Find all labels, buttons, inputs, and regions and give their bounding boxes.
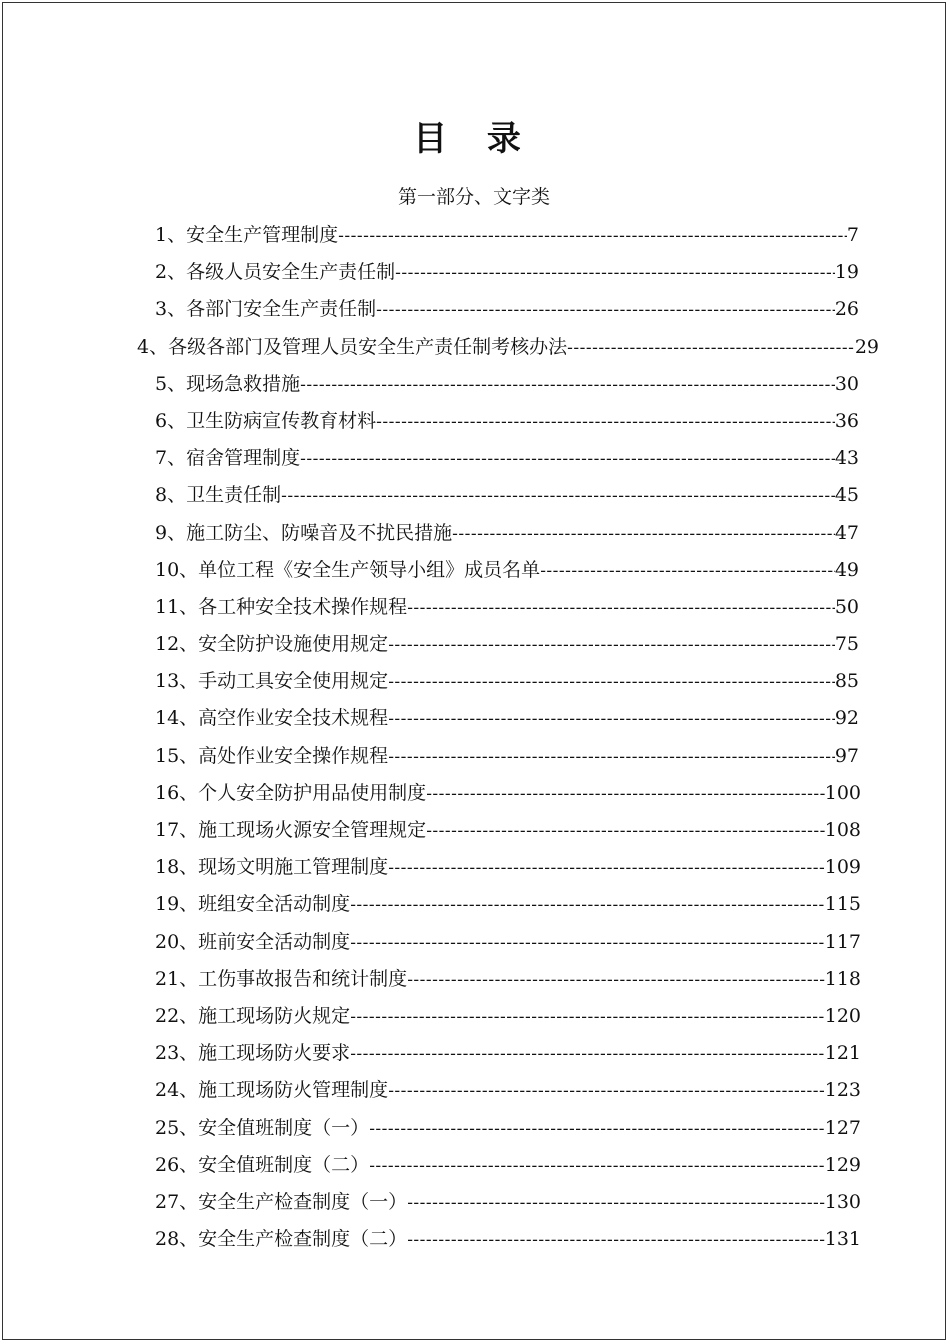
toc-dot-leader: [376, 404, 835, 440]
toc-entry-title: 18、现场文明施工管理制度: [155, 856, 389, 879]
toc-dot-leader: [376, 292, 835, 328]
toc-entry-title: 28、安全生产检查制度（二）: [155, 1228, 408, 1251]
toc-page-number: 100: [824, 781, 861, 804]
toc-dot-leader: [350, 887, 825, 923]
table-of-contents: [3, 217, 945, 1258]
toc-page-number: 117: [824, 930, 861, 953]
toc-entry[interactable]: [3, 552, 945, 589]
toc-entry-title: 1、安全生产管理制度: [155, 224, 339, 246]
toc-page-number: 19: [834, 261, 859, 284]
toc-entry[interactable]: [3, 924, 945, 961]
toc-entry-title: 22、施工现场防火规定: [155, 1004, 351, 1027]
toc-dot-leader: [369, 1111, 825, 1147]
toc-dot-leader: [426, 776, 825, 812]
toc-entry[interactable]: [3, 1110, 945, 1147]
toc-entry[interactable]: [3, 998, 945, 1035]
page-title: 目 录: [413, 119, 535, 159]
document-page: [2, 2, 946, 1340]
toc-entry-title: 4、各级各部门及管理人员安全生产责任制考核办法: [137, 335, 568, 358]
toc-dot-leader: [407, 590, 835, 626]
toc-page-number: 123: [824, 1079, 861, 1102]
toc-entry[interactable]: [3, 738, 945, 775]
toc-entry[interactable]: [3, 1221, 945, 1258]
toc-page-number: 118: [824, 967, 861, 990]
toc-dot-leader: [388, 627, 835, 663]
toc-entry-title: 10、单位工程《安全生产领导小组》成员名单: [155, 558, 541, 581]
toc-entry-title: 24、施工现场防火管理制度: [155, 1079, 389, 1102]
toc-page-number: 131: [824, 1228, 861, 1251]
toc-page-number: 29: [854, 335, 879, 358]
toc-entry-title: 8、卫生责任制: [155, 484, 282, 507]
toc-dot-leader: [407, 1185, 825, 1221]
toc-page-number: 108: [824, 819, 861, 841]
toc-dot-leader: [300, 367, 835, 403]
toc-page-number: 130: [824, 1190, 861, 1213]
toc-dot-leader: [388, 850, 825, 886]
toc-entry[interactable]: [3, 700, 945, 737]
toc-entry-title: 17、施工现场火源安全管理规定: [155, 819, 427, 841]
toc-page-number: 47: [834, 521, 859, 544]
toc-entry[interactable]: [3, 440, 945, 477]
toc-page-number: 7: [846, 224, 859, 246]
toc-dot-leader: [407, 1222, 825, 1258]
toc-entry-title: 16、个人安全防护用品使用制度: [155, 781, 427, 804]
toc-page-number: 127: [824, 1116, 861, 1139]
toc-page-number: 109: [824, 856, 861, 879]
toc-page-number: 50: [834, 595, 859, 618]
toc-dot-leader: [350, 1036, 825, 1072]
toc-entry[interactable]: [3, 403, 945, 440]
toc-entry[interactable]: [3, 217, 945, 254]
toc-dot-leader: [407, 962, 825, 998]
toc-entry[interactable]: [3, 663, 945, 700]
toc-dot-leader: [395, 255, 835, 291]
toc-dot-leader: [369, 1148, 825, 1184]
toc-entry[interactable]: [3, 626, 945, 663]
toc-page-number: 26: [834, 298, 859, 321]
toc-entry[interactable]: [3, 775, 945, 812]
toc-dot-leader: [426, 813, 825, 849]
section-heading: 第一部分、文字类: [397, 186, 550, 208]
toc-page-number: 36: [834, 409, 859, 432]
toc-page-number: 43: [834, 447, 859, 470]
toc-dot-leader: [567, 330, 855, 366]
toc-page-number: 85: [834, 670, 859, 693]
toc-entry[interactable]: [3, 477, 945, 514]
toc-dot-leader: [350, 999, 825, 1035]
toc-entry-title: 19、班组安全活动制度: [155, 893, 351, 916]
toc-page-number: 92: [834, 707, 859, 730]
toc-dot-leader: [281, 478, 835, 514]
toc-entry[interactable]: [3, 812, 945, 849]
toc-entry-title: 26、安全值班制度（二）: [155, 1153, 370, 1176]
toc-entry-title: 15、高处作业安全操作规程: [155, 744, 389, 767]
toc-entry-title: 23、施工现场防火要求: [155, 1042, 351, 1065]
toc-page-number: 45: [834, 484, 859, 507]
toc-entry-title: 21、工伤事故报告和统计制度: [155, 967, 408, 990]
toc-dot-leader: [388, 739, 835, 775]
toc-dot-leader: [338, 218, 847, 254]
toc-dot-leader: [350, 925, 825, 961]
toc-dot-leader: [388, 701, 835, 737]
toc-entry-title: 25、安全值班制度（一）: [155, 1116, 370, 1139]
toc-page-number: 115: [824, 893, 861, 916]
toc-entry[interactable]: [3, 849, 945, 886]
toc-entry[interactable]: [3, 329, 945, 366]
toc-entry-title: 5、现场急救措施: [155, 372, 301, 395]
toc-entry-title: 11、各工种安全技术操作规程: [155, 595, 408, 618]
toc-dot-leader: [540, 553, 835, 589]
toc-dot-leader: [388, 664, 835, 700]
toc-dot-leader: [300, 441, 835, 477]
toc-entry[interactable]: [3, 1147, 945, 1184]
toc-entry-title: 2、各级人员安全生产责任制: [155, 261, 396, 284]
toc-page-number: 30: [834, 372, 859, 395]
toc-page-number: 75: [834, 633, 859, 656]
toc-entry-title: 3、各部门安全生产责任制: [155, 298, 377, 321]
toc-entry[interactable]: [3, 1184, 945, 1221]
toc-entry[interactable]: [3, 886, 945, 923]
toc-entry[interactable]: [3, 366, 945, 403]
toc-entry-title: 27、安全生产检查制度（一）: [155, 1190, 408, 1213]
toc-entry-title: 13、手动工具安全使用规定: [155, 670, 389, 693]
toc-entry[interactable]: [3, 961, 945, 998]
toc-entry[interactable]: [3, 1035, 945, 1072]
toc-entry-title: 12、安全防护设施使用规定: [155, 633, 389, 656]
toc-dot-leader: [388, 1073, 825, 1109]
toc-entry-title: 14、高空作业安全技术规程: [155, 707, 389, 730]
toc-entry[interactable]: [3, 589, 945, 626]
toc-page-number: 121: [824, 1042, 861, 1065]
toc-page-number: 97: [834, 744, 859, 767]
toc-entry[interactable]: [3, 254, 945, 291]
toc-entry[interactable]: [3, 1072, 945, 1109]
toc-entry-title: 20、班前安全活动制度: [155, 930, 351, 953]
toc-page-number: 129: [824, 1153, 861, 1176]
toc-page-number: 49: [834, 558, 859, 581]
toc-entry[interactable]: [3, 515, 945, 552]
toc-entry-title: 6、卫生防病宣传教育材料: [155, 409, 377, 432]
toc-dot-leader: [452, 516, 835, 552]
toc-entry-title: 9、施工防尘、防噪音及不扰民措施: [155, 521, 453, 544]
toc-entry[interactable]: [3, 291, 945, 328]
toc-page-number: 120: [824, 1004, 861, 1027]
toc-entry-title: 7、宿舍管理制度: [155, 447, 301, 470]
